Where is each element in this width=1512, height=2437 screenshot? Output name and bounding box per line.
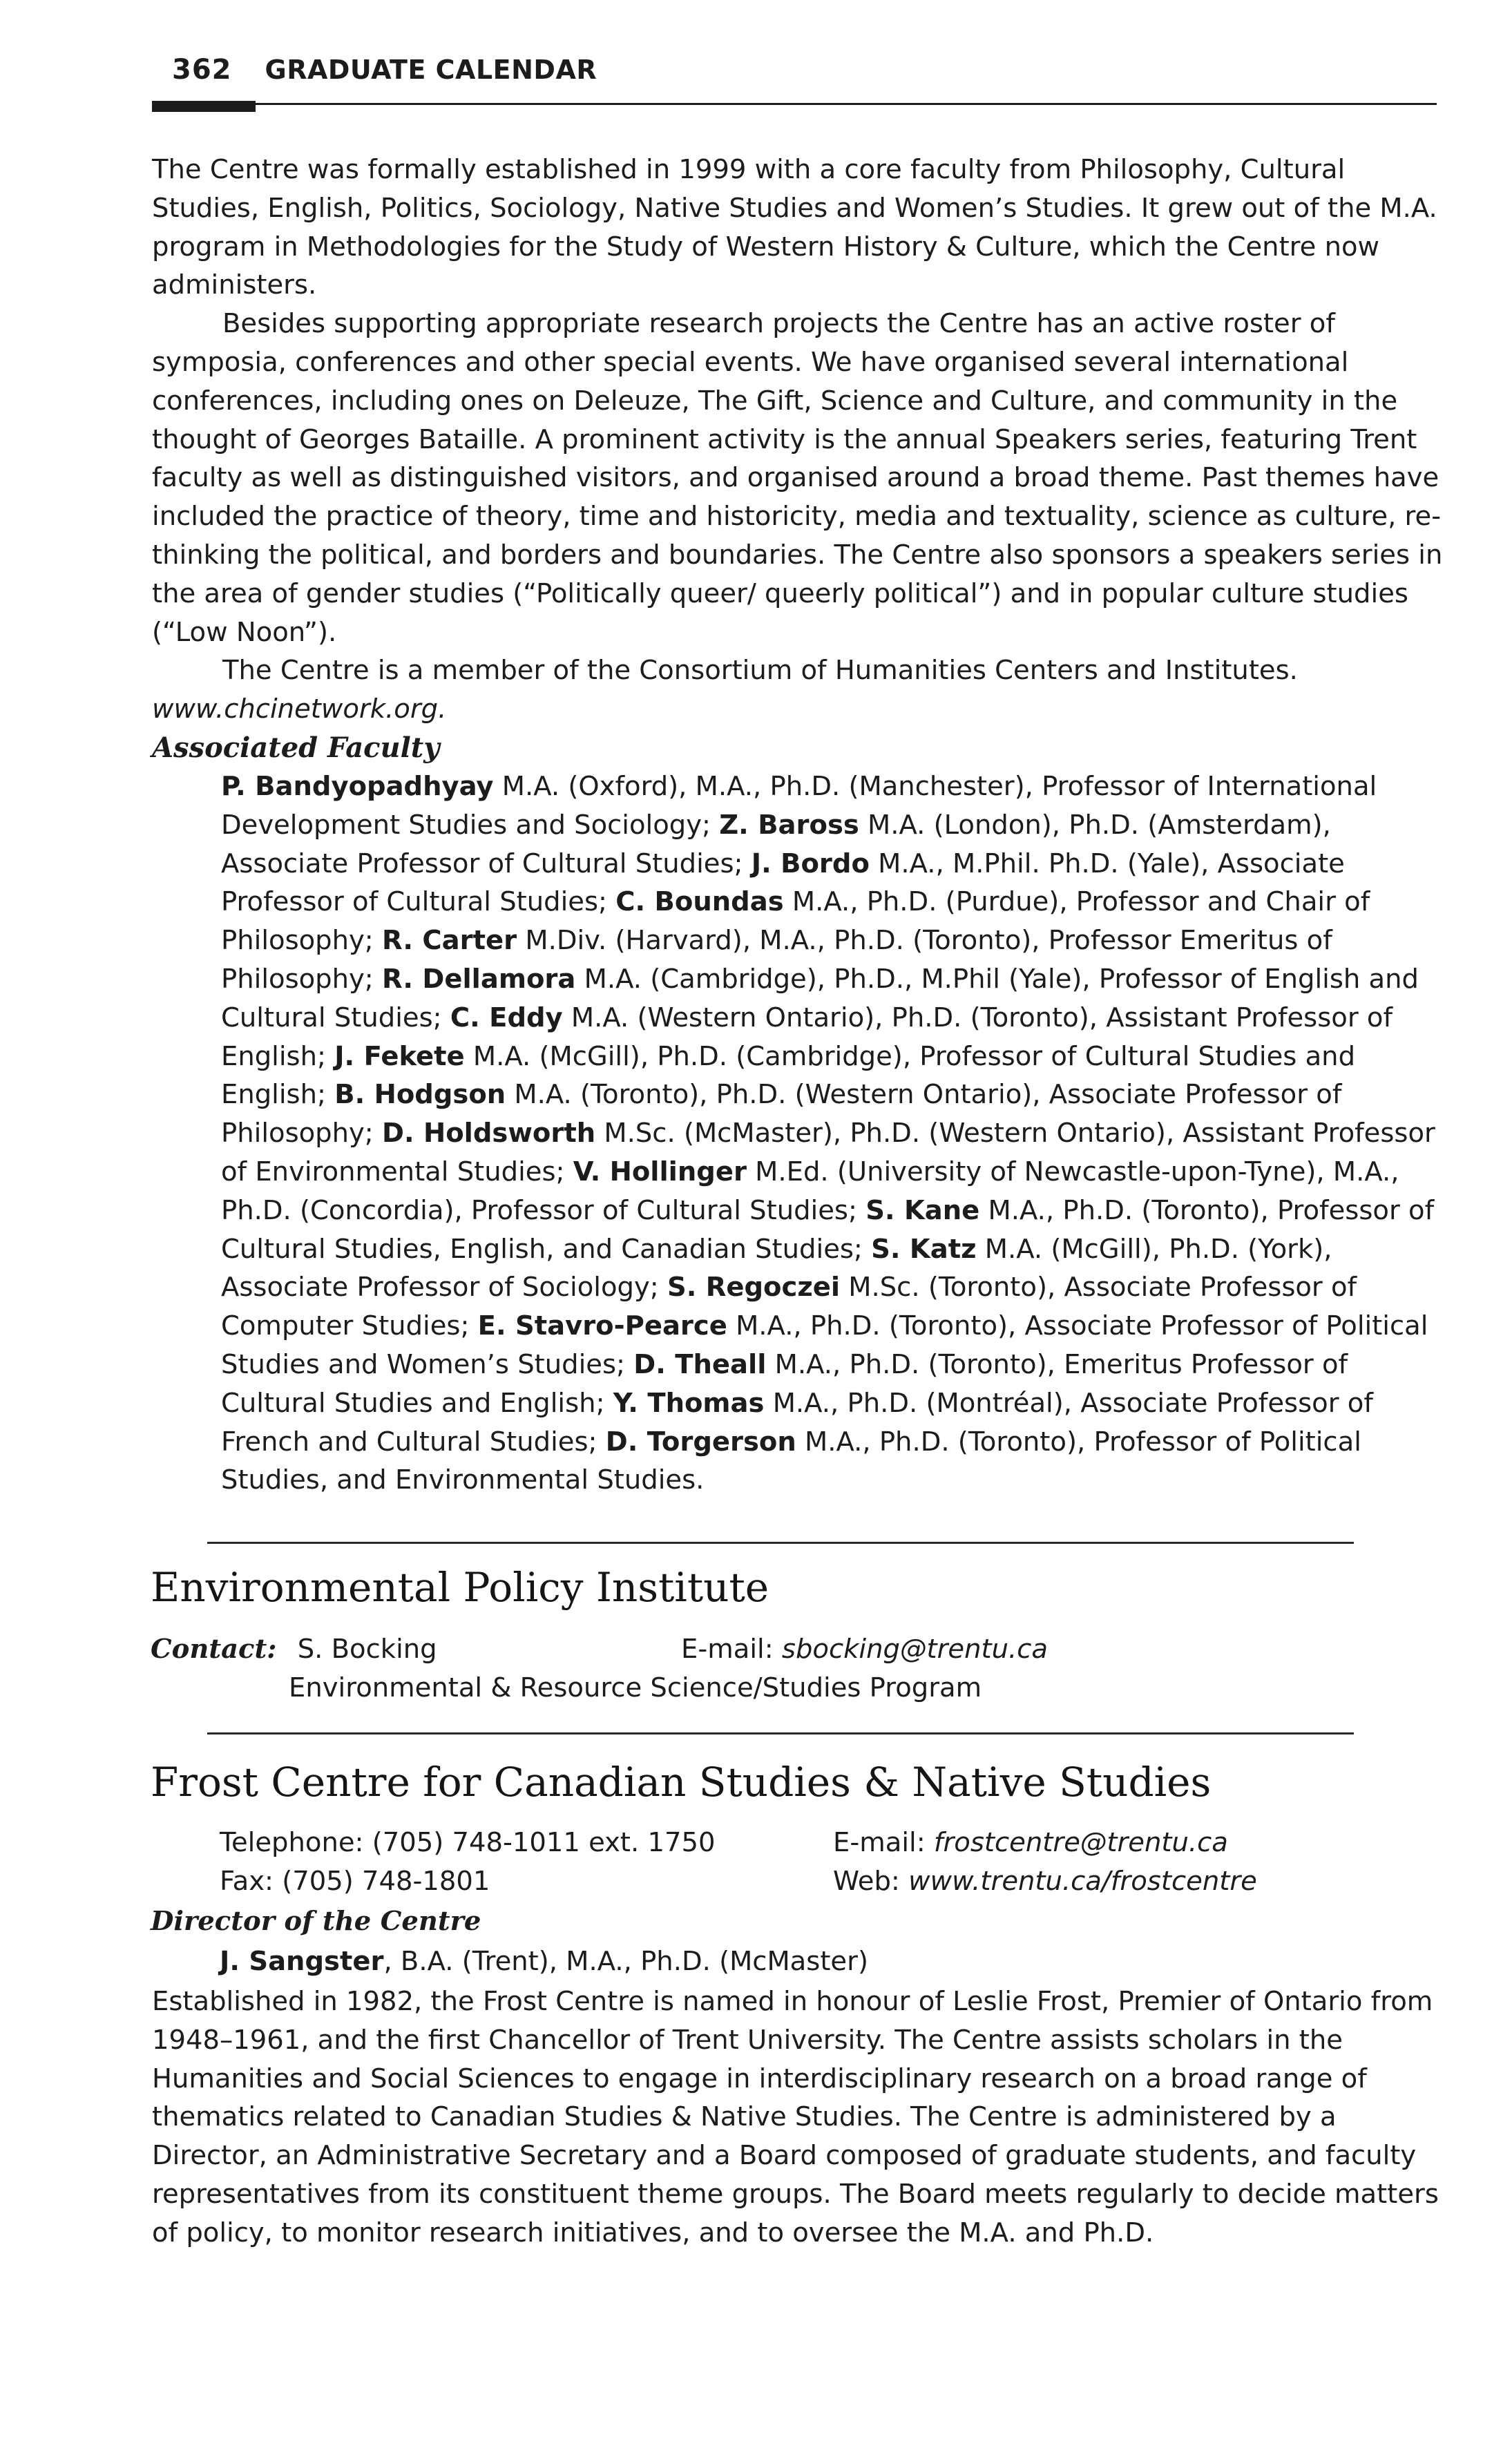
header-rule: [152, 103, 1437, 105]
frost-email-link[interactable]: frostcentre@trentu.ca: [933, 1827, 1228, 1858]
faculty-credentials: M.A. (Oxford), M.A., Ph.D. (Manchester), Professor of International Development Studies and Sociology;: [221, 770, 1377, 841]
contact-row: [151, 1630, 437, 1669]
section-divider: [207, 1542, 1354, 1544]
faculty-list: [152, 767, 1457, 1500]
chci-website-link[interactable]: www.chcinetwork.org.: [152, 694, 447, 725]
faculty-credentials: M.A. (London), Ph.D. (Amsterdam), Associate Professor of Cultural Studies;: [221, 809, 1331, 879]
frost-telephone: Telephone: (705) 748-1011 ext. 1750: [220, 1827, 716, 1858]
faculty-name: V. Hollinger: [573, 1156, 747, 1187]
frost-web-label: Web:: [833, 1866, 909, 1897]
faculty-credentials: M.A., Ph.D. (Toronto), Professor of Cultural Studies, English, and Canadian Studies;: [221, 1194, 1435, 1265]
contact-label: Contact:: [151, 1634, 277, 1665]
faculty-credentials: M.Sc. (Toronto), Associate Professor of Computer Studies;: [221, 1272, 1357, 1342]
faculty-name: S. Kane: [865, 1194, 980, 1226]
centre-intro: [152, 151, 1444, 1500]
frost-web-link[interactable]: www.trentu.ca/frostcentre: [908, 1866, 1257, 1897]
faculty-credentials: M.A. (McGill), Ph.D. (York), Associate Professor of Sociology;: [221, 1233, 1332, 1303]
faculty-name: C. Eddy: [450, 1002, 563, 1033]
associated-faculty-heading: Associated Faculty: [152, 731, 440, 764]
faculty-name: D. Torgerson: [605, 1426, 796, 1458]
running-header: [172, 54, 597, 95]
epi-email-link[interactable]: sbocking@trentu.ca: [781, 1634, 1048, 1665]
epi-email-row: [681, 1630, 1048, 1669]
faculty-credentials: M.Div. (Harvard), M.A., Ph.D. (Toronto), Professor Emeritus of Philosophy;: [221, 925, 1332, 995]
faculty-name: S. Regoczei: [667, 1272, 841, 1303]
faculty-credentials: M.A., Ph.D. (Purdue), Professor and Chair of Philosophy;: [221, 886, 1370, 957]
director-heading: Director of the Centre: [151, 1906, 481, 1937]
header-rule-accent: [152, 101, 256, 112]
faculty-credentials: M.Ed. (University of Newcastle-upon-Tyne), M.A., Ph.D. (Concordia), Professor of Cultural Studies;: [221, 1156, 1399, 1226]
frost-description: Established in 1982, the Frost Centre is named in honour of Leslie Frost, Premier of Ontario from 1948–1961, and the first Chancellor of Trent University. The Centre assists scholars in the Humanities and Social Sciences to engage in interdisciplinary research on a broad range of thematics related to Canadian Studies & Native Studies. The Centre is administered by a Director, an Administrative Secretary and a Board composed of graduate students, and faculty representatives from its constituent theme groups. The Board meets regularly to decide matters of policy, to monitor research initiatives, and to oversee the M.A. and Ph.D.: [152, 1986, 1439, 2248]
faculty-credentials: M.A., Ph.D. (Toronto), Associate Professor of Political Studies and Women’s Studies;: [221, 1310, 1428, 1380]
running-title: GRADUATE CALENDAR: [265, 55, 597, 85]
faculty-credentials: M.A., Ph.D. (Toronto), Emeritus Professor of Cultural Studies and English;: [221, 1348, 1348, 1419]
faculty-credentials: M.A. (McGill), Ph.D. (Cambridge), Professor of Cultural Studies and English;: [221, 1040, 1356, 1111]
faculty-credentials: M.A., M.Phil. Ph.D. (Yale), Associate Professor of Cultural Studies;: [221, 848, 1345, 918]
page-number: 362: [172, 54, 232, 86]
faculty-name: C. Boundas: [615, 886, 784, 918]
faculty-credentials: M.A. (Toronto), Ph.D. (Western Ontario), Associate Professor of Philosophy;: [221, 1079, 1342, 1149]
faculty-name: R. Carter: [382, 925, 517, 957]
faculty-name: R. Dellamora: [382, 963, 576, 995]
faculty-credentials: M.Sc. (McMaster), Ph.D. (Western Ontario), Assistant Professor of Environmental Studies;: [221, 1118, 1435, 1187]
faculty-credentials: M.A., Ph.D. (Toronto), Professor of Political Studies, and Environmental Studies.: [221, 1426, 1361, 1496]
section-divider: [207, 1732, 1354, 1734]
faculty-name: E. Stavro-Pearce: [477, 1310, 727, 1342]
faculty-name: J. Fekete: [334, 1040, 465, 1072]
faculty-credentials: M.A. (Cambridge), Ph.D., M.Phil (Yale), Professor of English and Cultural Studies;: [221, 963, 1419, 1033]
faculty-name: Z. Baross: [719, 809, 859, 841]
epi-email-label: E-mail:: [681, 1634, 782, 1665]
director-row: [220, 1942, 868, 1981]
faculty-name: D. Theall: [633, 1348, 767, 1380]
frost-email-row: [833, 1824, 1228, 1862]
director-name: J. Sangster: [220, 1946, 384, 1977]
epi-program: Environmental & Resource Science/Studies Program: [289, 1672, 982, 1703]
frost-centre-title: Frost Centre for Canadian Studies & Native Studies: [151, 1759, 1212, 1806]
intro-paragraph-2: Besides supporting appropriate research projects the Centre has an active roster of symposia, conferences and other special events. We have organised several international conferences, including ones on Deleuze, The Gift, Science and Culture, and community in the thought of Georges Bataille. A prominent activity is the annual Speakers series, featuring Trent faculty as well as distinguished visitors, and organised around a broad theme. Past themes have included the practice of theory, time and historicity, media and textuality, science as culture, re-thinking the political, and borders and boundaries. The Centre also sponsors a speakers series in the area of gender studies (“Politically queer/ queerly political”) and in popular culture studies (“Low Noon”).: [152, 308, 1443, 648]
intro-paragraph-3: [152, 651, 1444, 690]
frost-fax: Fax: (705) 748-1801: [220, 1866, 490, 1897]
faculty-name: Y. Thomas: [613, 1387, 765, 1419]
faculty-credentials: M.A. (Western Ontario), Ph.D. (Toronto), Assistant Professor of English;: [221, 1002, 1393, 1072]
faculty-name: J. Bordo: [751, 848, 870, 879]
faculty-credentials: M.A., Ph.D. (Montréal), Associate Professor of French and Cultural Studies;: [221, 1387, 1373, 1458]
consortium-text: The Centre is a member of the Consortium of Humanities Centers and Institutes.: [222, 655, 1298, 687]
faculty-name: D. Holdsworth: [382, 1118, 596, 1149]
faculty-name: S. Katz: [871, 1233, 977, 1265]
frost-description-block: [152, 1982, 1444, 2253]
frost-email-label: E-mail:: [833, 1827, 934, 1858]
faculty-name: B. Hodgson: [334, 1079, 506, 1111]
director-credentials: , B.A. (Trent), M.A., Ph.D. (McMaster): [383, 1946, 868, 1977]
faculty-name: P. Bandyopadhyay: [221, 770, 494, 802]
environmental-policy-title: Environmental Policy Institute: [151, 1564, 769, 1611]
intro-paragraph-1: The Centre was formally established in 1999 with a core faculty from Philosophy, Cultural Studies, English, Politics, Sociology, Native Studies and Women’s Studies. It grew out of the M.A. program in Methodologies for the Study of Western History & Culture, which the Centre now administers.: [152, 154, 1437, 301]
contact-name: S. Bocking: [297, 1634, 437, 1665]
frost-web-row: [833, 1862, 1257, 1901]
